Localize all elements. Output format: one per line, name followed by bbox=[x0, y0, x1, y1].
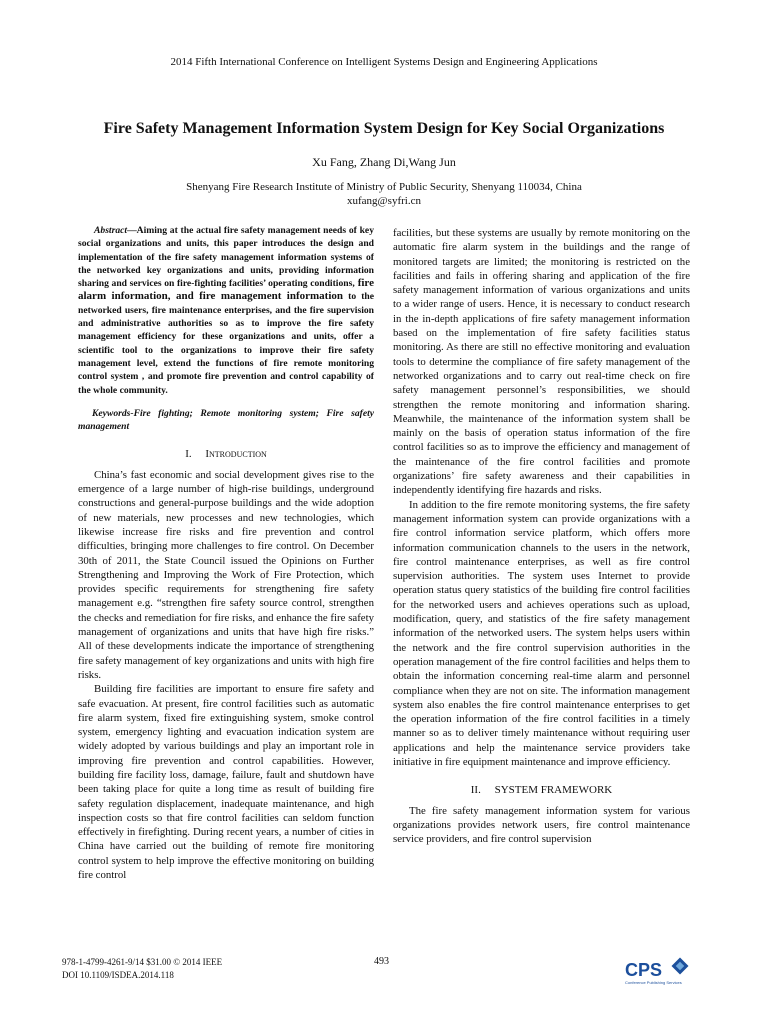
paper-authors: Xu Fang, Zhang Di,Wang Jun bbox=[312, 155, 456, 169]
affiliation-line: Shenyang Fire Research Institute of Ministry of Public Security, Shenyang 110034, China bbox=[186, 181, 582, 193]
intro-paragraph-1: China’s fast economic and social development gives rise to the emergence of a large number of high-rise buildings, underground constructions and general-purpose buildings and the wide adoption of new materials, new processes and new technologies, which likewise increase fire risks and fire prevention and control difficulties, bringing more challenges to fire control. On December 30th of 2011, the State Council issued the Opinions on Further Strengthening and Improving the Work of Fire Protection, which provides specific requirements for strengthening fire safety management e.g. “strengthen fire safety source control, strengthen the checks and remediation for fire risks, and enhance the fire safety management of organizations and units that have high fire risks.” All of these developments indicate the importance of strengthening fire safety management of key organizations and units with high fire risks. bbox=[78, 468, 374, 681]
abstract-text-a: —Aiming at the actual fire safety management needs of key social organizations and units, this paper introduces the design and implementation of the fire safety management information systems of the networked key organizations and units, providing information sharing and services on fire-fighting facilities’ operating conditions, bbox=[78, 225, 374, 290]
footer-isbn: 978-1-4799-4261-9/14 $31.00 © 2014 IEEE bbox=[62, 957, 223, 967]
section-title: Introduction bbox=[205, 448, 267, 461]
section-heading-introduction bbox=[78, 447, 374, 461]
body-paragraph-2: In addition to the fire remote monitoring systems, the fire safety management information system can provide organizations with a fire control information service platform, which offers more information communication channels to the users in the network, fire control maintenance enterprises, as well as fire control supervision authorities. The system uses Internet to provide operation status query statistics of the building fire control facilities for the networked users and achieves operations such as upload, modification, query, and statistics of the fire safety management information of the networked users. The system helps users within the network and the fire control supervision authorities in the operation management of the fire control facilities and helps them to obtain the information concerning real-time alarm and personnel compliance when they are not on site. The information management system also enables the fire control maintenance enterprises to get the operation information of the fire control facilities in a timely manner so as to deliver timely maintenance without requiring user applications and help the maintenance service providers take initiative in fire equipment maintenance and improve efficiency. bbox=[393, 498, 690, 768]
body-paragraph-continued: facilities, but these systems are usually by remote monitoring on the automatic fire alarm system in the buildings and the range of monitored targets are limited; the monitoring is restricted on the facilities and fails in offering sharing and application of the fire safety management information of various organizations and units to a wider range of users. Hence, it is necessary to conduct research in the in-depth applications of fire safety management information based on the implementation of fire safety facilities status monitoring. As there are still no effective monitoring and evaluation tools to determine the compliance of fire safety management of the networked organizations and to carry out real-time check on fire safety management personnel’s responsibilities, we should strengthen the remote monitoring and information sharing. Meanwhile, the maintenance of the information system shall be mainly on the basis of operation status information of the fire control facilities so as to improve the efficiency and management of the maintenance of the fire control facilities and promote organizations’ fire safety awareness and their capabilities in independently identifying fire hazards and risks. bbox=[393, 227, 690, 497]
footer-identifiers bbox=[62, 956, 222, 982]
conference-header: 2014 Fifth International Conference on Intelligent Systems Design and Engineering Applications bbox=[170, 56, 598, 68]
logo-text: CPS bbox=[625, 960, 663, 980]
abstract-text-emphasis: fire alarm information, and fire management information bbox=[78, 277, 374, 303]
right-column bbox=[393, 226, 690, 846]
intro-paragraph-2: Building fire facilities are important to ensure fire safety and safe evacuation. At present, fire control facilities such as automatic fire alarm system, fixed fire extinguishing system, smoke control system, emergency lighting and evacuation indication system are widely adopted by various buildings and play an important role in improving fire prevention and control capabilities. However, building fire facility loss, damage, failure, fault and shutdown have been taking place for quite a long time as result of building fire safety regulation displacement, inadequate maintenance, and high inspection costs so that fire control facilities can seldom function effectively in firefighting. During recent years, a number of cities in China have carried out the building of remote fire monitoring control system to help improve the effective monitoring on building fire control bbox=[78, 683, 374, 882]
section-number: II. bbox=[470, 784, 481, 797]
section-number: I. bbox=[185, 448, 192, 461]
author-email[interactable]: xufang@syfri.cn bbox=[347, 195, 421, 207]
section-heading-framework bbox=[393, 783, 690, 797]
page-number: 493 bbox=[374, 956, 389, 967]
framework-paragraph-1: The fire safety management information system for various organizations provides network users, fire control maintenance service providers, and fire control supervision bbox=[393, 804, 690, 846]
keywords: Keywords-Fire fighting; Remote monitoring system; Fire safety management bbox=[78, 407, 374, 433]
abstract bbox=[78, 224, 374, 397]
left-column bbox=[78, 224, 374, 882]
cps-logo-icon bbox=[622, 950, 692, 990]
paper-title: Fire Safety Management Information System Design for Key Social Organizations bbox=[103, 120, 665, 137]
abstract-text-b: to the networked users, fire maintenance enterprises, and the fire supervision and administrative authorities so as to improve the fire safety management efficiency for these organizations and units, offer a scientific tool to the organizations to improve their fire safety management level, extend the functions of fire remote monitoring control system , and promote fire prevention and control capability of the whole community. bbox=[78, 291, 374, 396]
logo-subtitle: Conference Publishing Services bbox=[625, 980, 682, 985]
paper-affiliation bbox=[0, 180, 768, 208]
footer-doi: DOI 10.1109/ISDEA.2014.118 bbox=[62, 970, 174, 980]
section-title: SYSTEM FRAMEWORK bbox=[494, 784, 613, 797]
abstract-label: Abstract bbox=[94, 225, 128, 236]
